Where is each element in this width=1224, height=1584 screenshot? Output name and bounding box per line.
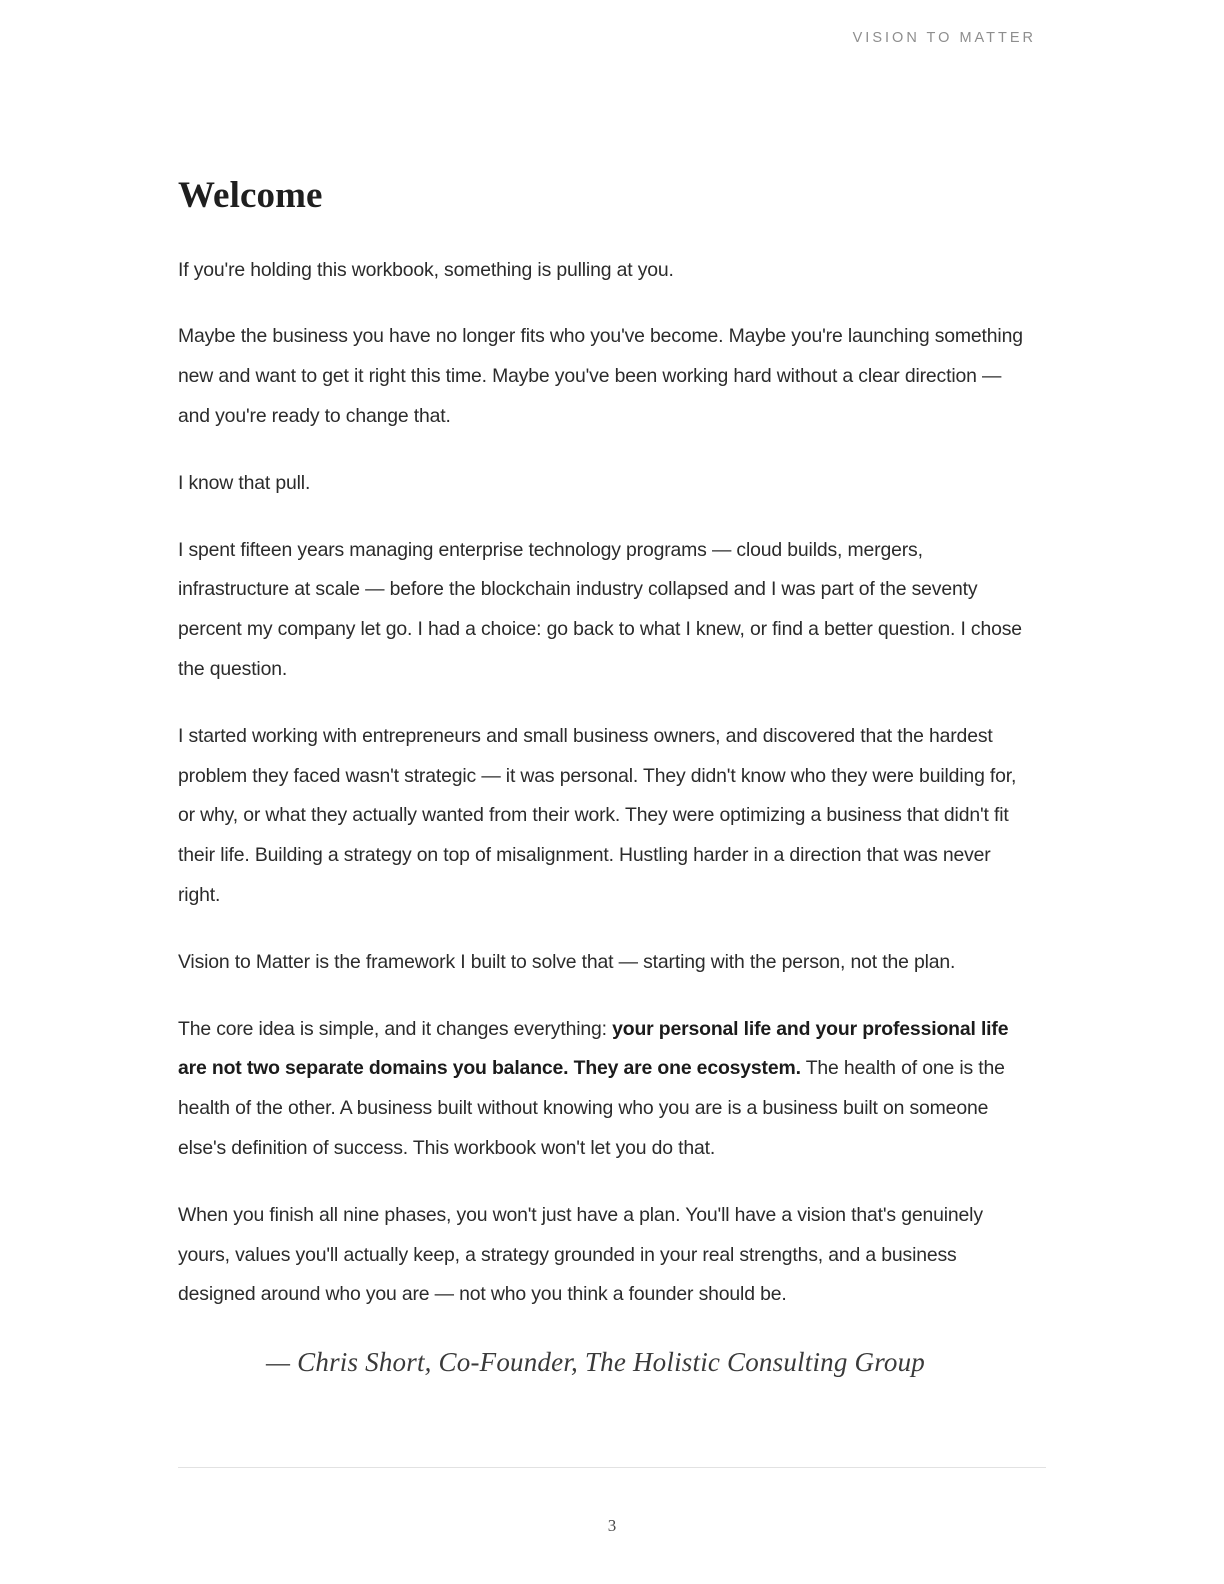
core-idea-emphasis: your personal life and your professional life are not two separate domains you balance. They are one ecosystem.	[178, 1017, 1009, 1080]
body-copy	[178, 217, 1034, 1381]
paragraph-3: I know that pull.	[178, 471, 311, 494]
core-idea-lead: The core idea is simple, and it changes everything:	[178, 1017, 613, 1040]
core-idea-tail: The health of one is the health of the other. A business built without knowing who you are is a business built on someone else's definition of success. This workbook won't let you do that.	[178, 1057, 1005, 1160]
paragraph-8: When you finish all nine phases, you won't just have a plan. You'll have a vision that's genuinely yours, values you'll actually keep, a strategy grounded in your real strengths, and a business designed around who you are — not who you think a founder should be.	[178, 1203, 983, 1306]
paragraph-7-core-idea	[178, 1010, 1034, 1169]
paragraph-6: Vision to Matter is the framework I built to solve that — starting with the person, not the plan.	[178, 950, 956, 973]
page-title: Welcome	[178, 175, 323, 216]
footer-divider	[178, 1467, 1046, 1468]
page-number: 3	[607, 1516, 617, 1535]
paragraph-4: I spent fifteen years managing enterprise technology programs — cloud builds, mergers, infrastructure at scale — before the blockchain industry collapsed and I was part of the seventy percent my company let go. I had a choice: go back to what I knew, or find a better question. I chose the question.	[178, 538, 1022, 681]
running-header: VISION TO MATTER	[852, 30, 1036, 46]
paragraph-5: I started working with entrepreneurs and small business owners, and discovered that the hardest problem they faced wasn't strategic — it was personal. They didn't know who they were building for, or why, or what they actually wanted from their work. They were optimizing a business that didn't fit their life. Building a strategy on top of misalignment. Hustling harder in a direction that was never right.	[178, 724, 1017, 907]
author-attribution: — Chris Short, Co-Founder, The Holistic Consulting Group	[266, 1347, 926, 1378]
paragraph-1: If you're holding this workbook, something is pulling at you.	[178, 258, 674, 281]
paragraph-2: Maybe the business you have no longer fits who you've become. Maybe you're launching something new and want to get it right this time. Maybe you've been working hard without a clear direction — and you're ready to change that.	[178, 325, 1023, 428]
content-column	[178, 0, 1034, 1380]
